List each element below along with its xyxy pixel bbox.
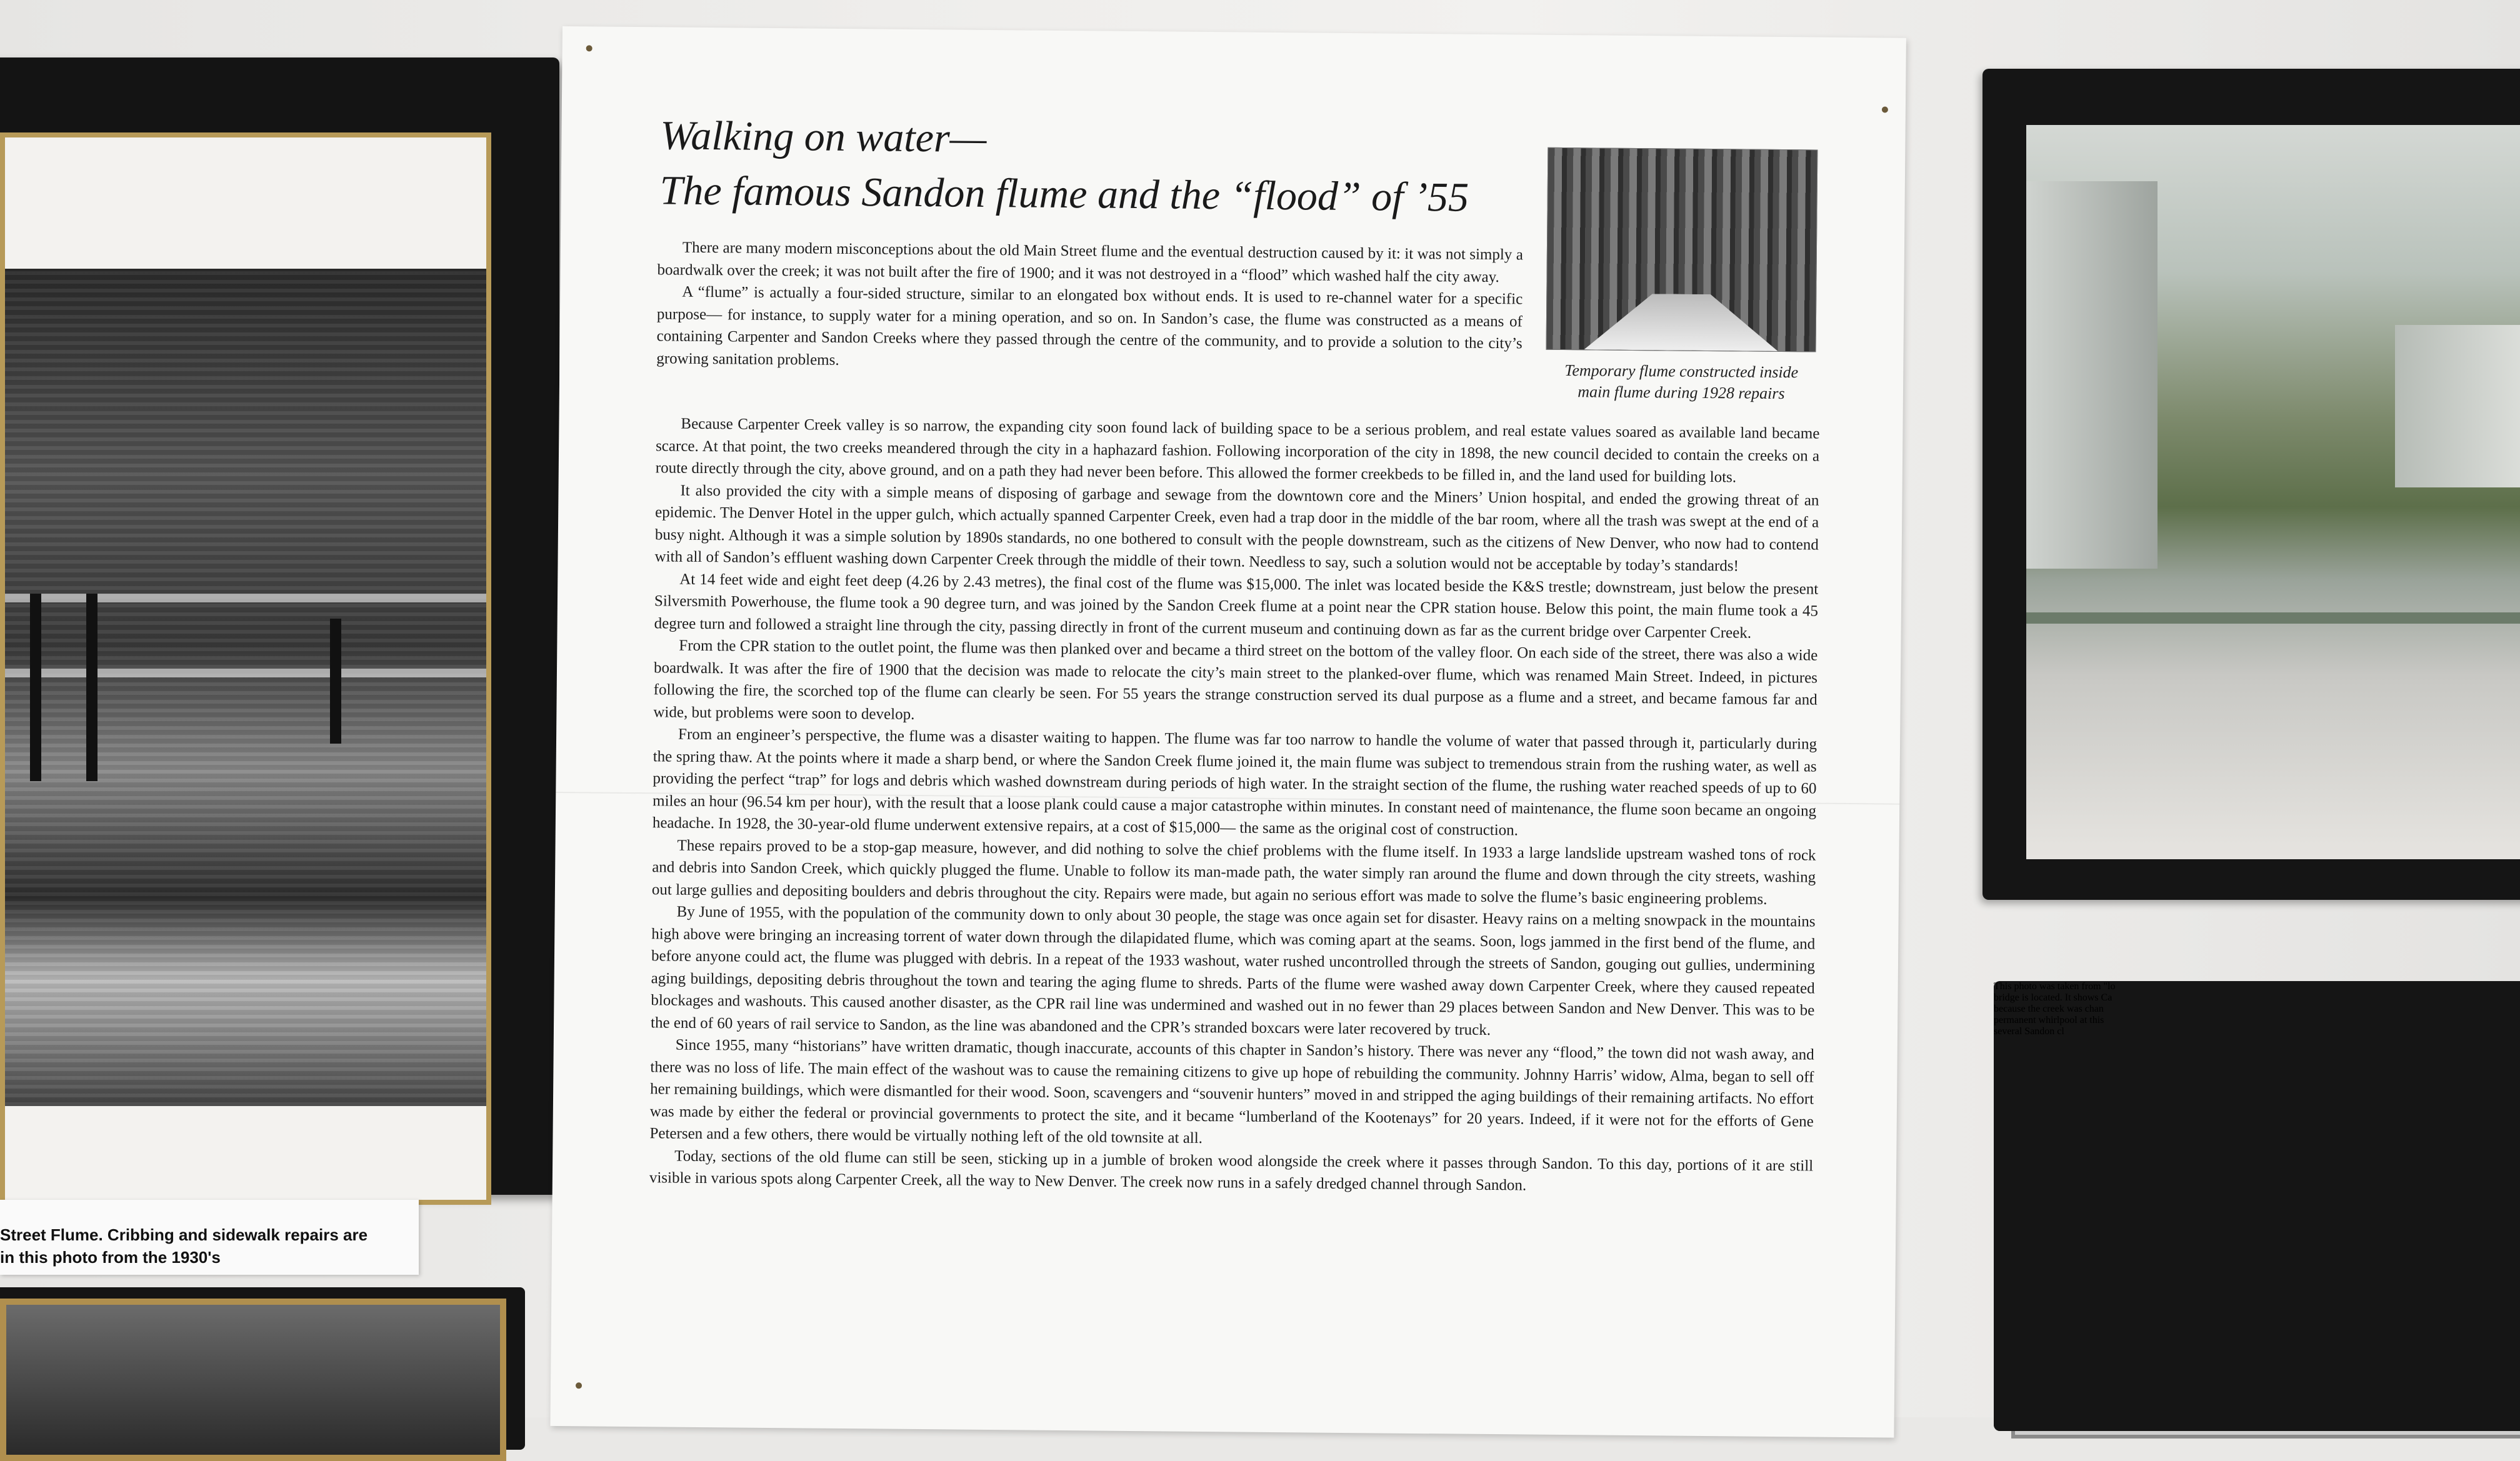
paragraph: There are many modern misconceptions about the old Main Street flume and the eventual destruction caused by it: it was not simply a boardwalk over the creek; it was not built after the fire of 1900; and it was not destroyed in a “flood” which washed half the city away. [657, 239, 1523, 286]
left-frame-mat [0, 132, 491, 1205]
note-line: bridge is located. It shows Ca [1994, 992, 2112, 1003]
left-flume-photo [5, 269, 486, 1106]
photo-flume-edge [2026, 612, 2520, 624]
note-line: This photo was taken from "lo [1994, 981, 2116, 992]
photo-building [2026, 181, 2158, 569]
paragraph: Since 1955, many “historians” have written dramatic, though inaccurate, accounts of this chapter in Sandon’s history. There was never any “flood,” the town did not wash away, and there was no loss of life. The main effect of the washout was to cause the remaining citizens to give up hope of rebuilding the community. Johnny Harris’ widow, Alma, began to sell off her remaining buildings, which were dismantled for their wood. Soon, scavengers and “souvenir hunters” moved in and stripped the aging buildings of their remaining artifacts. No effort was made by either the federal or provincial governments to protect the site, and it became “lumberland of the Kootenays” for 20 years. Indeed, if it were not for the efforts of Gene Petersen and a few others, there would be virtually nothing left of the old townsite at all. [649, 1036, 1814, 1147]
note-line: several Sandon cl [1994, 1026, 2064, 1037]
right-top-picture-frame [1982, 69, 2520, 900]
paragraph: A “flume” is actually a four-sided structure, similar to an elongated box without ends. It is used to re-channel water for a specific purpose— for instance, to supply water for a mining operation, and so on. In Sandon’s case, the flume was constructed as a means of containing Carpenter and Sandon Creeks where they passed through the centre of the community, and to provide a solution to the city’s growing sanitation problems. [656, 283, 1523, 369]
right-top-colour-photo [2026, 125, 2520, 859]
inset-photo-caption [1541, 360, 1822, 405]
inset-caption-line-2: main flume during 1928 repairs [1578, 382, 1785, 403]
pin [576, 1382, 582, 1389]
article-body-main [649, 412, 1820, 1199]
pin [586, 45, 592, 51]
article-title [659, 108, 1535, 226]
photo-railing [5, 594, 486, 602]
pin [1882, 106, 1888, 112]
photo-railing [5, 669, 486, 677]
photo-post [30, 594, 41, 781]
paragraph: These repairs proved to be a stop-gap measure, however, and did nothing to solve the chief problems with the flume itself. In 1933 a large landslide upstream washed tons of rock and debris into Sandon Creek, which quickly plugged the flume. Unable to follow its man-made path, the water simply ran around the flume and down through the city streets, washing out large gullies and depositing boulders and debris throughout the city. Repairs were made, but again no serious effort was made to solve the flume’s basic engineering problems. [651, 837, 1816, 908]
note-line: because the creek was chan [1994, 1004, 2104, 1014]
photo-post [330, 619, 341, 744]
photo-building [2395, 325, 2520, 487]
article-sheet [550, 26, 1906, 1438]
paragraph: By June of 1955, with the population of the community down to only about 30 people, the stage was once again set for disaster. Heavy rains on a melting snowpack in the mountains high above were bringing an increasing torrent of water down through the dilapidated flume, which was coming apart at the seams. Soon, logs jammed in the first bend of the flume, and before anyone could act, the flume was plugged with debris. In a repeat of the 1933 washout, water rushed uncontrolled through the streets of Sandon, gouging out gullies, undermining aging buildings, depositing debris throughout the town and tearing the aging flume to shreds. Parts of the flume were washed away down Carpenter Creek, where they caused repeated blockages and washouts. This caused another disaster, as the CPR rail line was undermined and washed out in no fewer than 29 places between Sandon and New Denver. This was to be the end of 60 years of rail service to Sandon, as the line was abandoned and the CPR’s stranded boxcars were later recovered by truck. [650, 903, 1816, 1039]
lower-left-picture-frame [0, 1287, 525, 1450]
inset-photo-floor [1584, 293, 1779, 351]
left-photo-caption: Street Flume. Cribbing and sidewalk repairs are in this photo from the 1930's [0, 1200, 419, 1275]
article-body-top [656, 236, 1523, 377]
title-line-1: Walking on water— [660, 112, 987, 161]
title-line-2: The famous Sandon flume and the “flood” of ’55 [659, 167, 1469, 221]
right-photo-note [1994, 981, 2520, 1431]
left-picture-frame [0, 57, 559, 1195]
paragraph: From the CPR station to the outlet point, the flume was then planked over and became a third street on the bottom of the valley floor. On each side of the street, there was also a wide boardwalk. It was after the fire of 1900 that the decision was made to relocate the city’s main street to the planked-over flume, which was renamed Main Street. Indeed, in pictures following the fire, the scorched top of the flume can clearly be seen. For 55 years the strange construction served its dual purpose as a flume and a street, and became famous far and wide, but problems were soon to develop. [653, 637, 1818, 723]
lower-left-photo [0, 1299, 506, 1461]
inset-caption-line-1: Temporary flume constructed inside [1564, 361, 1799, 382]
note-line: permanent whirlpool at this [1994, 1015, 2104, 1025]
paragraph: At 14 feet wide and eight feet deep (4.26 by 2.43 metres), the final cost of the flume was $15,000. The inlet was located beside the K&S trestle; downstream, just below the present Silversmith Powerhouse, the flume took a 90 degree turn, and was joined by the Sandon Creek flume at a point near the CPR station house. Below this point, the main flume took a 45 degree turn and followed a straight line through the city, passing directly in front of the current museum and continuing down as far as the current bridge over Carpenter Creek. [654, 571, 1819, 642]
paragraph: Today, sections of the old flume can still be seen, sticking up in a jumble of broken wood alongside the creek where it passes through Sandon. To this day, portions of it are still visible in various spots along Carpenter Creek, all the way to New Denver. The creek now runs in a safely dredged channel through Sandon. [649, 1147, 1814, 1194]
paragraph: Because Carpenter Creek valley is so narrow, the expanding city soon found lack of building space to be a serious problem, and real estate values soared as available land became scarce. At that point, the two creeks meandered through the city in a haphazard fashion. Following incorporation of the city in 1898, the new council decided to contain the creeks on a route directly through the city, above ground, and on a path they had never been before. This allowed the former creekbeds to be filled in, and the land used for building lots. [655, 415, 1820, 486]
photo-post [86, 594, 98, 781]
paragraph: From an engineer’s perspective, the flume was a disaster waiting to happen. The flume was far too narrow to handle the volume of water that passed through it, particularly during the spring thaw. At the points where it made a sharp bend, or where the Sandon Creek flume joined it, the main flume was subject to tremendous strain from the rushing water, as well as providing the perfect “trap” for logs and debris which washed downstream during periods of high water. In the straight section of the flume, the rushing water reached speeds of up to 60 miles an hour (96.54 km per hour), with the result that a loose plank could cause a major catastrophe within minutes. In constant need of maintenance, the flume soon became an ongoing headache. In 1928, the 30-year-old flume underwent extensive repairs, at a cost of $15,000— the same as the original cost of construction. [652, 726, 1818, 839]
inset-flume-photo [1546, 147, 1818, 352]
paragraph: It also provided the city with a simple means of disposing of garbage and sewage from the downtown core and the Miners’ Union hospital, and ended the growing threat of an epidemic. The Denver Hotel in the upper gulch, which actually spanned Carpenter Creek, even had a trap door in the middle of the bar room, where all the trash was swept at the end of a busy night. Although it was a simple solution by 1890s standards, no one bothered to consult with the people downstream, such as the citizens of New Denver, who now had to contend with all of Sandon’s effluent washing down Carpenter Creek through the middle of their town. Needless to say, such a solution would not be acceptable by today’s standards! [654, 482, 1819, 575]
